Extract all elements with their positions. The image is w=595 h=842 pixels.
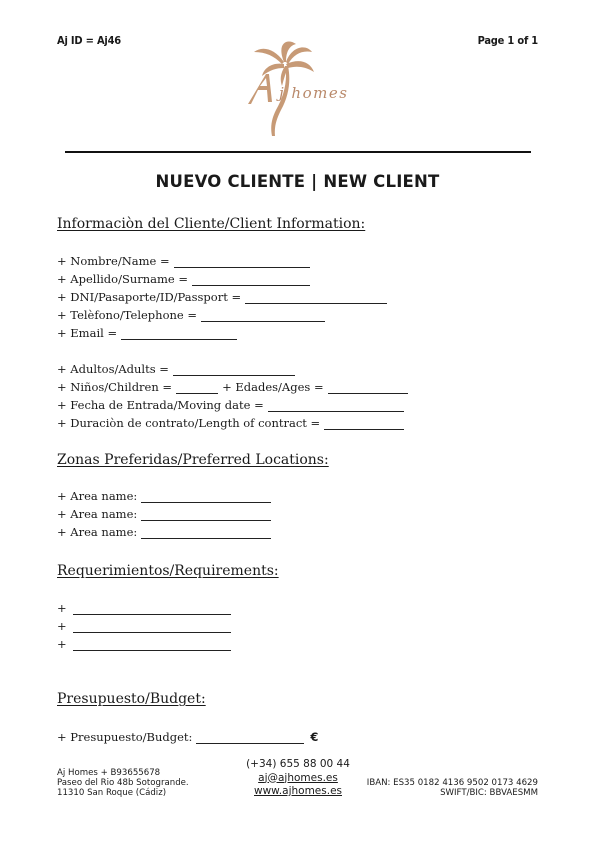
header-divider <box>65 151 531 153</box>
field-area-2[interactable] <box>57 507 271 521</box>
field-moving-date-label: + Fecha de Entrada/Moving date = <box>57 398 264 412</box>
section-preferred-locations: Zonas Preferidas/Preferred Locations: <box>57 452 329 468</box>
passport-input-line[interactable] <box>245 292 387 304</box>
field-name-label: + Nombre/Name = <box>57 254 170 268</box>
field-requirement-1[interactable] <box>57 601 231 615</box>
field-email-label: + Email = <box>57 326 118 340</box>
section-requirements: Requerimientos/Requirements: <box>57 563 279 579</box>
telephone-input-line[interactable] <box>201 310 325 322</box>
field-surname-label: + Apellido/Surname = <box>57 272 189 286</box>
field-area-1-label: + Area name: <box>57 489 138 503</box>
area-2-input-line[interactable] <box>141 509 271 521</box>
field-name[interactable] <box>57 254 310 268</box>
surname-input-line[interactable] <box>192 274 310 286</box>
field-passport-label: + DNI/Pasaporte/ID/Passport = <box>57 290 242 304</box>
footer-company-block <box>57 768 189 798</box>
field-passport[interactable] <box>57 290 387 304</box>
page-counter: Page 1 of 1 <box>477 34 538 47</box>
footer-phone: (+34) 655 88 00 44 <box>246 758 350 770</box>
email-input-line[interactable] <box>121 328 237 340</box>
field-telephone-label: + Telèfono/Telephone = <box>57 308 198 322</box>
requirement-2-input-line[interactable] <box>73 621 231 633</box>
requirement-3-bullet: + <box>57 637 67 651</box>
footer-bank-block <box>367 778 538 798</box>
field-email[interactable] <box>57 326 237 340</box>
requirement-3-input-line[interactable] <box>73 639 231 651</box>
footer-website-link[interactable]: www.ajhomes.es <box>254 785 342 797</box>
area-3-input-line[interactable] <box>141 527 271 539</box>
moving-date-input-line[interactable] <box>268 400 404 412</box>
page-title: NUEVO CLIENTE | NEW CLIENT <box>155 172 440 191</box>
field-children-label: + Niños/Children = <box>57 380 173 394</box>
logo-wordmark: j homes <box>279 84 349 102</box>
field-area-3[interactable] <box>57 525 271 539</box>
field-adults[interactable] <box>57 362 295 376</box>
section-budget: Presupuesto/Budget: <box>57 691 206 707</box>
ages-input-line[interactable] <box>328 382 408 394</box>
budget-input-line[interactable] <box>196 732 304 744</box>
euro-currency-sign: € <box>310 730 319 744</box>
footer-address-line-2: 11310 San Roque (Cádiz) <box>57 788 167 798</box>
footer-address-line-1: Paseo del Rio 48b Sotogrande. <box>57 778 189 788</box>
field-contract-length-label: + Duraciòn de contrato/Length of contract = <box>57 416 321 430</box>
field-moving-date[interactable] <box>57 398 404 412</box>
field-area-1[interactable] <box>57 489 271 503</box>
field-area-2-label: + Area name: <box>57 507 138 521</box>
adults-input-line[interactable] <box>173 364 295 376</box>
field-ages-label: + Edades/Ages = <box>222 380 324 394</box>
footer-company: Aj Homes + B93655678 <box>57 768 161 778</box>
field-budget[interactable] <box>57 730 318 744</box>
children-input-line[interactable] <box>176 382 218 394</box>
field-budget-label: + Presupuesto/Budget: <box>57 730 193 744</box>
name-input-line[interactable] <box>174 256 310 268</box>
field-contract-length[interactable] <box>57 416 404 430</box>
footer-email-link[interactable]: aj@ajhomes.es <box>258 771 338 784</box>
footer-swift: SWIFT/BIC: BBVAESMM <box>440 788 538 798</box>
field-surname[interactable] <box>57 272 310 286</box>
footer-iban: IBAN: ES35 0182 4136 9502 0173 4629 <box>366 778 538 788</box>
area-1-input-line[interactable] <box>141 491 271 503</box>
requirement-2-bullet: + <box>57 619 67 633</box>
field-children[interactable] <box>57 380 408 394</box>
requirement-1-bullet: + <box>57 601 67 615</box>
section-client-information: Informaciòn del Cliente/Client Information: <box>57 216 366 232</box>
field-adults-label: + Adultos/Adults = <box>57 362 169 376</box>
document-id: Aj ID = Aj46 <box>57 34 121 47</box>
field-requirement-3[interactable] <box>57 637 231 651</box>
footer-contact-block <box>218 758 378 799</box>
requirement-1-input-line[interactable] <box>73 603 231 615</box>
field-area-3-label: + Area name: <box>57 525 138 539</box>
field-requirement-2[interactable] <box>57 619 231 633</box>
contract-length-input-line[interactable] <box>324 418 404 430</box>
field-telephone[interactable] <box>57 308 325 322</box>
